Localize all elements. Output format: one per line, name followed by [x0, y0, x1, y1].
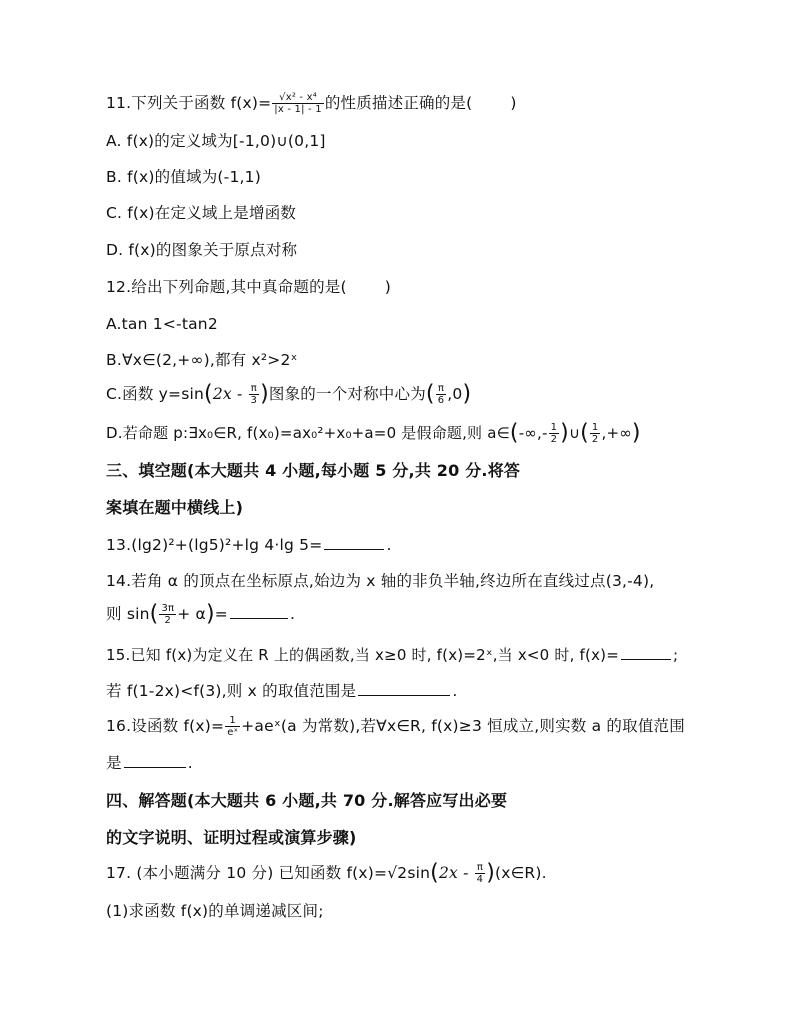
question-16-line2	[106, 752, 193, 774]
q12-close-paren: )	[384, 278, 391, 296]
question-12-stem	[106, 276, 391, 298]
q16-end: .	[187, 754, 193, 772]
q12c-point-num: π	[436, 383, 447, 395]
q17-suffix: (x∈R).	[495, 864, 547, 882]
question-15-line2	[106, 680, 457, 702]
question-11-stem	[106, 92, 517, 115]
q12d-half-num-1: 1	[550, 422, 558, 433]
question-15-line1	[106, 644, 678, 666]
q11-option-a: A. f(x)的定义域为[-1,0)∪(0,1]	[106, 132, 326, 150]
q12d-half-den-1: 2	[550, 434, 558, 445]
q16-fraction	[225, 715, 240, 738]
q12d-interval-1: -∞,-	[518, 424, 548, 442]
q17-pi-num: π	[475, 862, 486, 874]
q11-option-d: D. f(x)的图象关于原点对称	[106, 241, 298, 259]
q12d-union: ∪	[568, 424, 581, 442]
q12-option-a: A.tan 1<-tan2	[106, 315, 218, 333]
q17-pi-den: 4	[476, 874, 484, 885]
q11-prefix: 11.下列关于函数 f(x)=	[106, 94, 272, 112]
q12c-point-fraction	[436, 383, 447, 406]
q16-prefix: 16.设函数 f(x)=	[106, 717, 225, 735]
q12d-interval-2-end: ,+∞	[601, 424, 632, 442]
q13-answer-blank[interactable]	[324, 534, 384, 550]
q17-argument: 2x -	[438, 864, 474, 882]
question-14-line1: 14.若角 α 的顶点在坐标原点,始边为 x 轴的非负半轴,终边所在直线过点(3,-4),	[106, 572, 655, 590]
q12-option-b: B.∀x∈(2,+∞),都有 x²>2ˣ	[106, 351, 298, 369]
q12-option-c: C.函数 y=sin(2x - $\frac{\pi}{3}$ )图象的一个对称中心为( $\frac{\pi}{6}$ ,0)	[106, 381, 472, 407]
q16-frac-num: 1	[225, 715, 240, 727]
q14-prefix: 则 sin	[106, 605, 150, 623]
q14-answer-blank[interactable]	[230, 603, 288, 619]
q12c-pi-den: 3	[250, 395, 258, 406]
q13-text: 13.(lg2)²+(lg5)²+lg 4·lg 5=	[106, 536, 323, 554]
q12-option-d: D.若命题 p:∃x₀∈R, f(x₀)=ax₀²+x₀+a=0 是假命题,则 a∈(-∞,- $\frac{1}{2}$ )∪( $\frac{1}{2}$ ,+∞)	[106, 420, 641, 446]
q14-fraction	[159, 603, 176, 626]
section-4-heading-line1: 四、解答题(本大题共 6 小题,共 70 分.解答应写出必要	[106, 791, 508, 810]
q12c-end: ,0	[447, 385, 463, 403]
q15-answer-blank-1[interactable]	[621, 644, 671, 660]
q14-equals: =	[214, 605, 228, 623]
q14-end: .	[289, 605, 296, 623]
q12d-half-num-2: 1	[591, 422, 599, 433]
q12d-half-fraction-2	[590, 422, 601, 445]
section-3-heading-line1: 三、填空题(本大题共 4 小题,每小题 5 分,共 20 分.将答	[106, 461, 521, 480]
q13-end: .	[386, 536, 392, 554]
q12-stem-text: 12.给出下列命题,其中真命题的是(	[106, 278, 347, 296]
q11-frac-numerator: √x² - x⁴	[272, 92, 324, 104]
q12d-prefix: D.若命题 p:∃x₀∈R, f(x₀)=ax₀²+x₀+a=0 是假命题,则 a∈	[106, 424, 510, 442]
question-13	[106, 534, 392, 556]
q16-frac-den: eˣ	[227, 727, 239, 738]
section-4-heading-line2: 的文字说明、证明过程或演算步骤)	[106, 828, 357, 847]
q11-suffix: 的性质描述正确的是(	[324, 94, 473, 112]
q17-pi-fraction	[475, 862, 486, 885]
q11-fraction	[272, 92, 324, 115]
q11-option-c: C. f(x)在定义域上是增函数	[106, 204, 297, 222]
q12c-pi-num: π	[249, 383, 260, 395]
q14-frac-num: 3π	[161, 603, 175, 614]
q14-plus-alpha: + α	[177, 605, 206, 623]
q12c-point-den: 6	[437, 395, 445, 406]
q11-frac-denominator: |x - 1| - 1	[274, 104, 322, 115]
q14-frac-den: 2	[164, 615, 172, 626]
q15-answer-blank-2[interactable]	[358, 680, 450, 696]
q12c-prefix: C.函数 y=sin	[106, 385, 205, 403]
q12c-argument: 2x -	[212, 385, 248, 403]
section-3-heading-line2: 案填在题中横线上)	[106, 498, 244, 517]
q11-option-b: B. f(x)的值域为(-1,1)	[106, 168, 261, 186]
q16-suffix: +aeˣ(a 为常数),若∀x∈R, f(x)≥3 恒成立,则实数 a 的取值范围	[241, 717, 685, 735]
q15-line1-end: ;	[672, 646, 679, 664]
q16-line2-text: 是	[106, 754, 122, 772]
question-14-line2: 则 sin( $\frac{3\pi}{2}$ + α)= .	[106, 601, 296, 627]
q12d-half-den-2: 2	[591, 434, 599, 445]
q11-close-paren: )	[510, 94, 517, 112]
q16-answer-blank[interactable]	[124, 752, 186, 768]
q17-prefix: 17. (本小题满分 10 分) 已知函数 f(x)=√2sin	[106, 864, 431, 882]
q12d-half-fraction-1	[549, 422, 560, 445]
q15-line2-end: .	[452, 682, 458, 700]
question-16-line1	[106, 715, 685, 738]
q12c-middle-text: 图象的一个对称中心为	[268, 385, 426, 403]
q17-part-1: (1)求函数 f(x)的单调递减区间;	[106, 902, 324, 920]
q15-line2-text: 若 f(1-2x)<f(3),则 x 的取值范围是	[106, 682, 357, 700]
q15-line1-text: 15.已知 f(x)为定义在 R 上的偶函数,当 x≥0 时, f(x)=2ˣ,当 x<0 时, f(x)=	[106, 646, 619, 664]
question-17-stem: 17. (本小题满分 10 分) 已知函数 f(x)=√2sin(2x - $\frac{\pi}{4}$ )(x∈R).	[106, 860, 547, 886]
q12c-pi-fraction	[249, 383, 260, 406]
